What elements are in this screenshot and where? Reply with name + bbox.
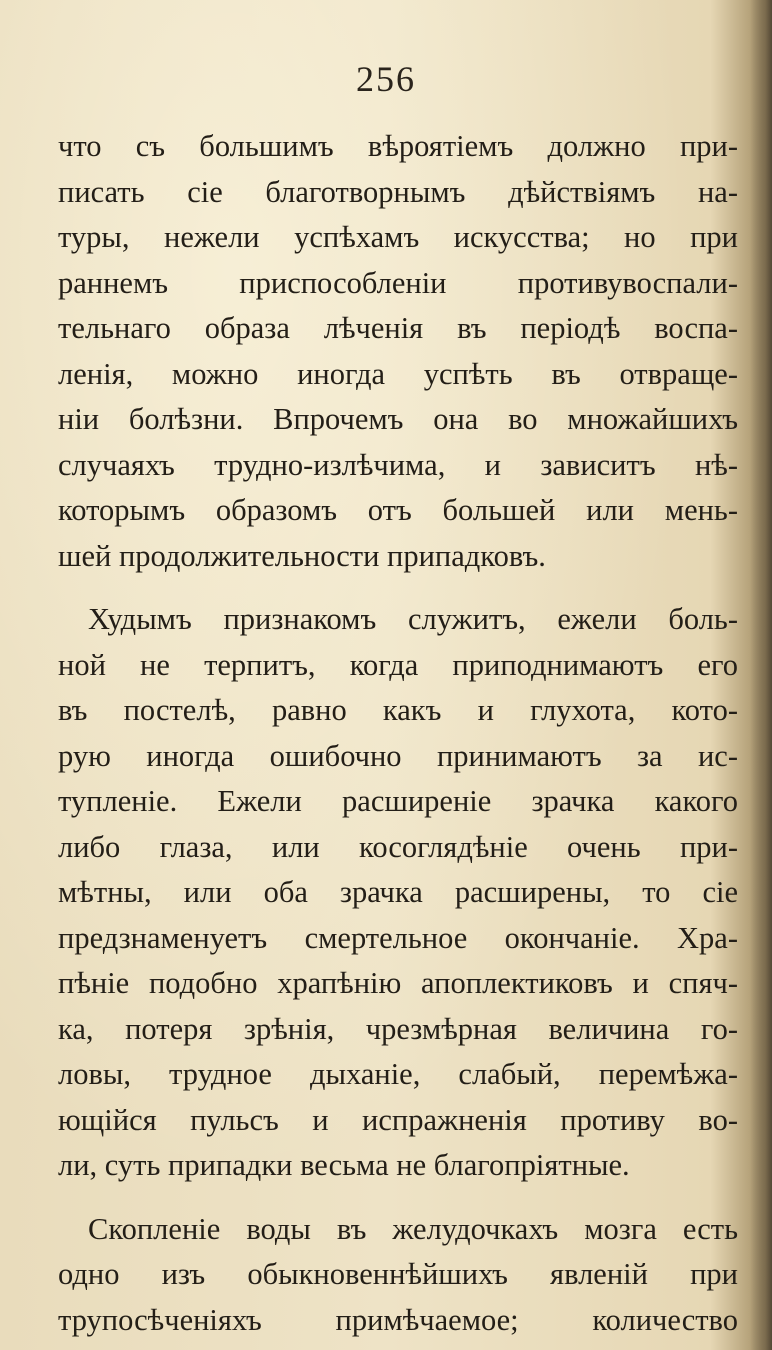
text-line: Скопленіе воды въ желудочкахъ мозга есть — [88, 1211, 738, 1246]
page-number: 256 — [356, 59, 416, 99]
text-line: тупленіе. Ежели расширеніе зрачка какого — [58, 784, 738, 818]
page-text — [58, 124, 738, 1343]
text-line: трупосѣченіяхъ примѣчаемое; количество — [58, 1302, 738, 1337]
text-line: рую иногда ошибочно принимаютъ за ис- — [58, 738, 738, 773]
text-line: ющійся пульсъ и испражненія противу во- — [58, 1102, 738, 1137]
text-line: писать сіе благотворнымъ дѣйствіямъ на- — [58, 174, 738, 209]
paragraph — [58, 124, 738, 579]
page-edge-shadow — [750, 0, 772, 1350]
text-line: Худымъ признакомъ служитъ, ежели боль- — [88, 602, 738, 636]
text-line: ка, потеря зрѣнія, чрезмѣрная величина го- — [58, 1011, 738, 1046]
text-line: ли, суть припадки весьма не благопріятные. — [58, 1148, 630, 1182]
text-line: въ постелѣ, равно какъ и глухота, кото- — [58, 693, 738, 727]
text-line: мѣтны, или оба зрачка расширены, то сіе — [58, 875, 738, 909]
text-line: ніи болѣзни. Впрочемъ она во множайшихъ — [58, 402, 738, 436]
text-line: либо глаза, или косоглядѣніе очень при- — [58, 829, 738, 864]
text-line: которымъ образомъ отъ большей или мень- — [58, 493, 738, 527]
text-line: пѣніе подобно храпѣнію апоплектиковъ и спяч- — [58, 966, 738, 1000]
text-line: раннемъ приспособленіи противувоспали- — [58, 265, 738, 300]
text-line: ленія, можно иногда успѣть въ отвраще- — [58, 356, 738, 391]
text-line: шей продолжительности припадковъ. — [58, 538, 546, 573]
text-line: что съ большимъ вѣроятіемъ должно при- — [58, 129, 738, 163]
text-line: тельнаго образа лѣченія въ періодѣ воспа- — [58, 311, 738, 345]
paragraph — [58, 597, 738, 1189]
text-line: ной не терпитъ, когда приподнимаютъ его — [58, 647, 738, 682]
text-line: ловы, трудное дыханіе, слабый, перемѣжа- — [58, 1057, 738, 1091]
text-line: предзнаменуетъ смертельное окончаніе. Хра- — [58, 920, 738, 955]
text-line: случаяхъ трудно-излѣчима, и зависитъ нѣ- — [58, 447, 738, 482]
text-line: одно изъ обыкновеннѣйшихъ явленій при — [58, 1257, 738, 1291]
text-line: туры, нежели успѣхамъ искусства; но при — [58, 220, 738, 254]
paragraph — [58, 1207, 738, 1344]
